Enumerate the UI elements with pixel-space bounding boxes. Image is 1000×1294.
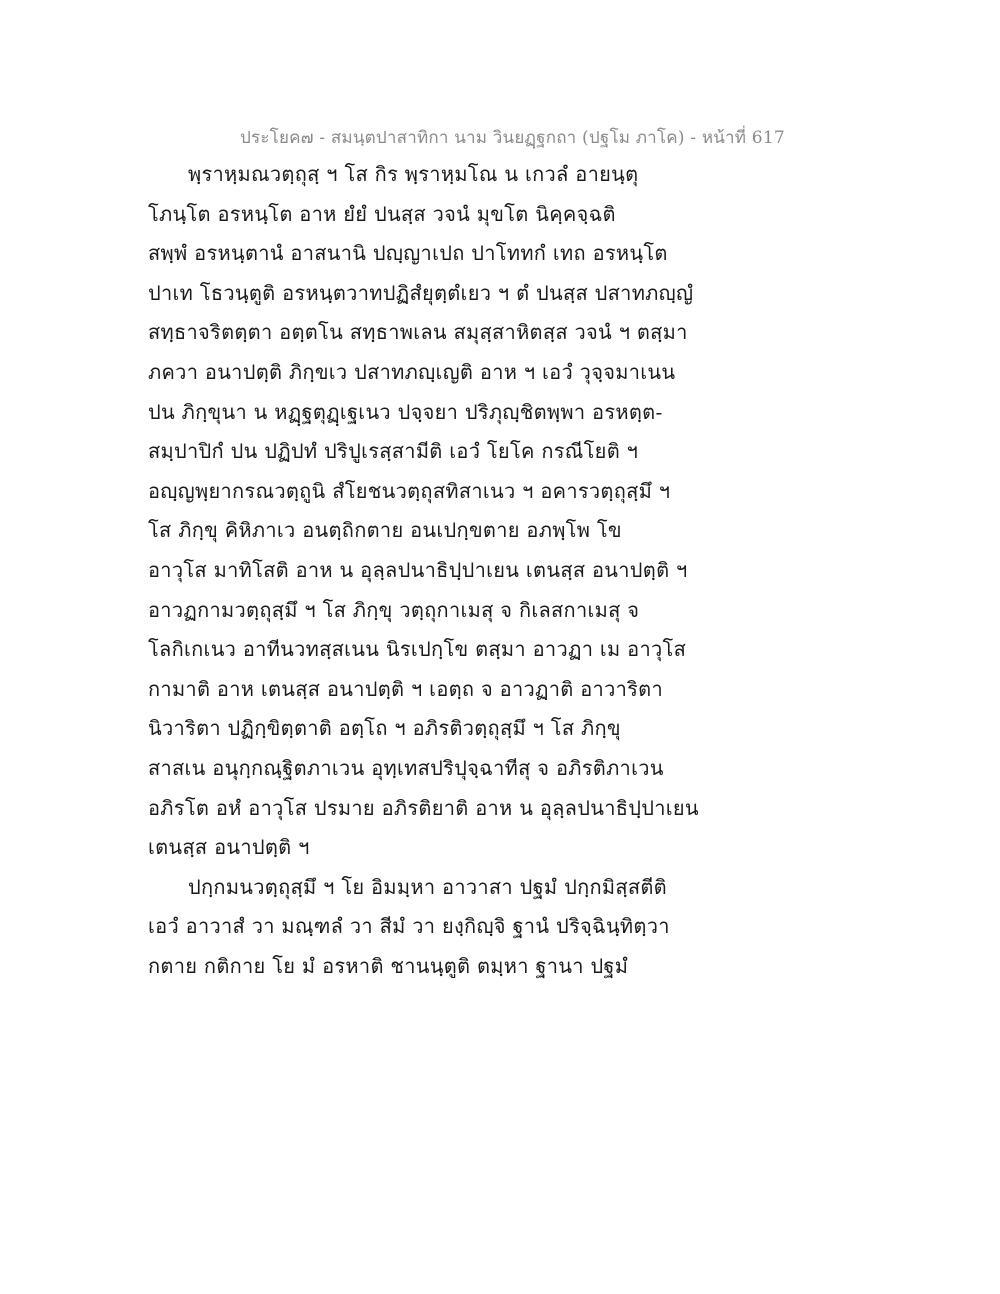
text-line: กามาติ อาห เตนสฺส อนาปตฺติ ฯ เอตฺถ จ อาวฏาติ อาวาริตา xyxy=(148,676,664,701)
text-line: สทฺธาจริตตฺตา อตฺตโน สทฺธาพเลน สมุสฺสาหิตสฺส วจนํ ฯ ตสฺมา xyxy=(148,320,688,345)
text-line: เอวํ อาวาสํ วา มณฺฑลํ วา สีมํ วา ยงฺกิญฺจิ ฐานํ ปริจฺฉินฺทิตฺวา xyxy=(148,914,670,939)
page-header: ประโยค๗ - สมนฺตปาสาทิกา นาม วินยฏฺฐกถา (ปฐโม ภาโค) - หน้าที่ 617 xyxy=(240,128,785,148)
text-line: เตนสฺส อนาปตฺติ ฯ xyxy=(148,835,310,860)
text-line: อาวุโส มาทิโสติ อาห น อุลฺลปนาธิปฺปาเยน เตนสฺส อนาปตฺติ ฯ xyxy=(148,557,688,582)
text-line: ปาเท โธวนฺตูติ อรหนฺตวาทปฏิสํยุตฺตํเยว ฯ ตํ ปนสฺส ปสาทภญฺญํ xyxy=(148,280,694,305)
text-line: โส ภิกฺขุ คิหิภาเว อนตฺถิกตาย อนเปกฺขตาย อภพฺโพ โข xyxy=(148,518,622,543)
text-line: สาสเน อนุกฺกณฺฐิตภาเวน อุทฺเทสปริปุจฺฉาทีสุ จ อภิรติภาเวน xyxy=(148,755,664,780)
text-line: ปน ภิกฺขุนา น หฏฺฐตุฏฺเฐเนว ปจฺจยา ปริภุญฺชิตพฺพา อรหตฺต- xyxy=(148,399,663,424)
text-line: โภนฺโต อรหนฺโต อาห ยํยํ ปนสฺส วจนํ มุขโต นิคฺคจฺฉติ xyxy=(148,201,616,226)
text-line: อาวฏกามวตฺถุสฺมึ ฯ โส ภิกฺขุ วตฺถุกาเมสุ จ กิเลสกาเมสุ จ xyxy=(148,597,640,622)
text-line: อภิรโต อหํ อาวุโส ปรมาย อภิรติยาติ อาห น อุลฺลปนาธิปฺปาเยน xyxy=(148,795,699,820)
text-line: สพฺพํ อรหนฺตานํ อาสนานิ ปญฺญาเปถ ปาโททกํ เทถ อรหนฺโต xyxy=(148,241,668,266)
text-line: กตาย กติกาย โย มํ อรหาติ ชานนฺตูติ ตมฺหา ฐานา ปฐมํ xyxy=(148,953,629,978)
text-line: พฺราหฺมณวตฺถุสฺ ฯ โส กิร พฺราหฺมโณ น เกวลํ อายนฺตุ xyxy=(188,162,639,186)
text-line: สมฺปาปิกํ ปน ปฏิปทํ ปริปูเรสฺสามีติ เอวํ โยโค กรณีโยติ ฯ xyxy=(148,439,639,464)
text-line: ปกฺกมนวตฺถุสฺมึ ฯ โย อิมมฺหา อาวาสา ปฐมํ ปกฺกมิสฺสตีติ xyxy=(188,874,667,899)
text-line: อญฺญพฺยากรณวตฺถูนิ สํโยชนวตฺถุสทิสาเนว ฯ อคารวตฺถุสฺมึ ฯ xyxy=(148,478,671,503)
text-line: โลกิเกเนว อาทีนวทสฺสเนน นิรเปกฺโข ตสฺมา อาวฏา เม อาวุโส xyxy=(148,637,687,662)
text-line: นิวาริตา ปฏิกฺขิตฺตาติ อตฺโถ ฯ อภิรติวตฺถุสฺมึ ฯ โส ภิกฺขุ xyxy=(148,716,621,741)
body-text xyxy=(148,158,708,989)
text-line: ภควา อนาปตฺติ ภิกฺขเว ปสาทภญฺเญติ อาห ฯ เอวํ วุจฺจมาเนน xyxy=(148,359,676,384)
